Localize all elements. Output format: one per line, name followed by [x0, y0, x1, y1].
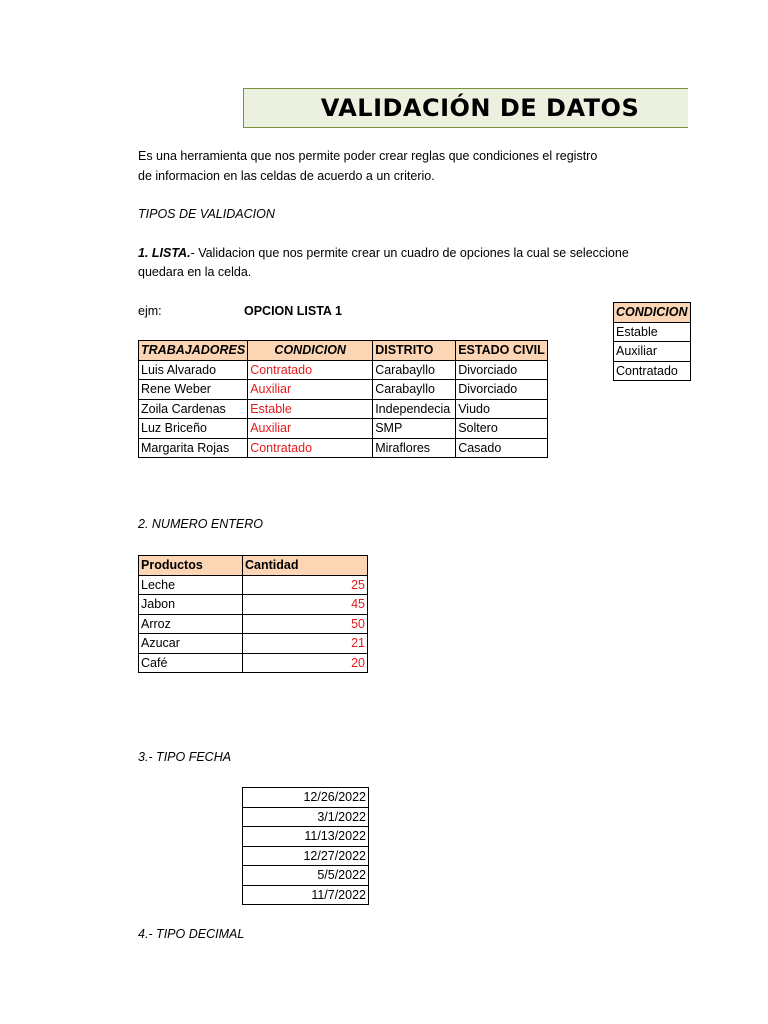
title-banner: [243, 88, 688, 128]
table-row: [139, 380, 548, 400]
dates-table: [242, 787, 369, 905]
section1-label: 1. LISTA.: [138, 246, 191, 260]
distrito-cell: Carabayllo: [373, 360, 456, 380]
product-name: Azucar: [139, 634, 243, 654]
table-row: [139, 595, 368, 615]
table-row: [139, 614, 368, 634]
product-name: Café: [139, 653, 243, 673]
table-row: [139, 399, 548, 419]
date-cell[interactable]: 12/26/2022: [243, 788, 369, 808]
section1-text-2: quedara en la celda.: [138, 265, 252, 279]
quantity-cell[interactable]: 21: [243, 634, 368, 654]
condicion-list-item: Estable: [614, 322, 691, 342]
workers-header-row: [139, 341, 548, 361]
header-cantidad: Cantidad: [243, 556, 368, 576]
table-row: [139, 634, 368, 654]
ejm-label: ejm:: [138, 304, 162, 318]
distrito-cell: SMP: [373, 419, 456, 439]
header-productos: Productos: [139, 556, 243, 576]
worker-name: Luis Alvarado: [139, 360, 248, 380]
page-title: VALIDACIÓN DE DATOS: [320, 94, 640, 122]
intro-line-1: Es una herramienta que nos permite poder crear reglas que condiciones el registro: [138, 149, 598, 163]
product-name: Arroz: [139, 614, 243, 634]
estado-civil-cell: Casado: [456, 438, 548, 458]
table-row: [139, 419, 548, 439]
table-row: [139, 438, 548, 458]
products-header-row: [139, 556, 368, 576]
quantity-cell[interactable]: 25: [243, 575, 368, 595]
distrito-cell: Carabayllo: [373, 380, 456, 400]
date-cell[interactable]: 12/27/2022: [243, 846, 369, 866]
table-row: [139, 653, 368, 673]
date-cell[interactable]: 11/13/2022: [243, 827, 369, 847]
condicion-dropdown-cell[interactable]: Auxiliar: [248, 380, 373, 400]
workers-table: [138, 340, 548, 458]
worker-name: Luz Briceño: [139, 419, 248, 439]
header-estado-civil: ESTADO CIVIL: [456, 341, 548, 361]
quantity-cell[interactable]: 20: [243, 653, 368, 673]
section1-description: [138, 246, 629, 260]
distrito-cell: Independecia: [373, 399, 456, 419]
distrito-cell: Miraflores: [373, 438, 456, 458]
table-row: [139, 360, 548, 380]
section4-heading: 4.- TIPO DECIMAL: [138, 927, 245, 941]
header-trabajadores: TRABAJADORES: [139, 341, 248, 361]
worker-name: Rene Weber: [139, 380, 248, 400]
tipos-heading: TIPOS DE VALIDACION: [138, 207, 275, 221]
worker-name: Zoila Cardenas: [139, 399, 248, 419]
quantity-cell[interactable]: 45: [243, 595, 368, 615]
estado-civil-cell: Viudo: [456, 399, 548, 419]
section2-heading: 2. NUMERO ENTERO: [138, 517, 264, 531]
table-row: [139, 575, 368, 595]
date-cell[interactable]: 3/1/2022: [243, 807, 369, 827]
condicion-list-table: [613, 302, 691, 381]
estado-civil-cell: Divorciado: [456, 380, 548, 400]
condicion-dropdown-cell[interactable]: Estable: [248, 399, 373, 419]
product-name: Jabon: [139, 595, 243, 615]
header-condicion: CONDICION: [248, 341, 373, 361]
condicion-dropdown-cell[interactable]: Contratado: [248, 438, 373, 458]
product-name: Leche: [139, 575, 243, 595]
opcion-lista-label: OPCION LISTA 1: [244, 304, 342, 318]
section1-text: - Validacion que nos permite crear un cuadro de opciones la cual se seleccione: [190, 246, 629, 260]
header-distrito: DISTRITO: [373, 341, 456, 361]
estado-civil-cell: Divorciado: [456, 360, 548, 380]
condicion-list-header: CONDICION: [614, 303, 691, 323]
estado-civil-cell: Soltero: [456, 419, 548, 439]
condicion-list-item: Contratado: [614, 361, 691, 381]
products-table: [138, 555, 368, 673]
condicion-dropdown-cell[interactable]: Auxiliar: [248, 419, 373, 439]
section3-heading: 3.- TIPO FECHA: [138, 750, 232, 764]
quantity-cell[interactable]: 50: [243, 614, 368, 634]
date-cell[interactable]: 11/7/2022: [243, 885, 369, 905]
condicion-list-item: Auxiliar: [614, 342, 691, 362]
condicion-dropdown-cell[interactable]: Contratado: [248, 360, 373, 380]
date-cell[interactable]: 5/5/2022: [243, 866, 369, 886]
intro-line-2: de informacion en las celdas de acuerdo a un criterio.: [138, 169, 435, 183]
worker-name: Margarita Rojas: [139, 438, 248, 458]
